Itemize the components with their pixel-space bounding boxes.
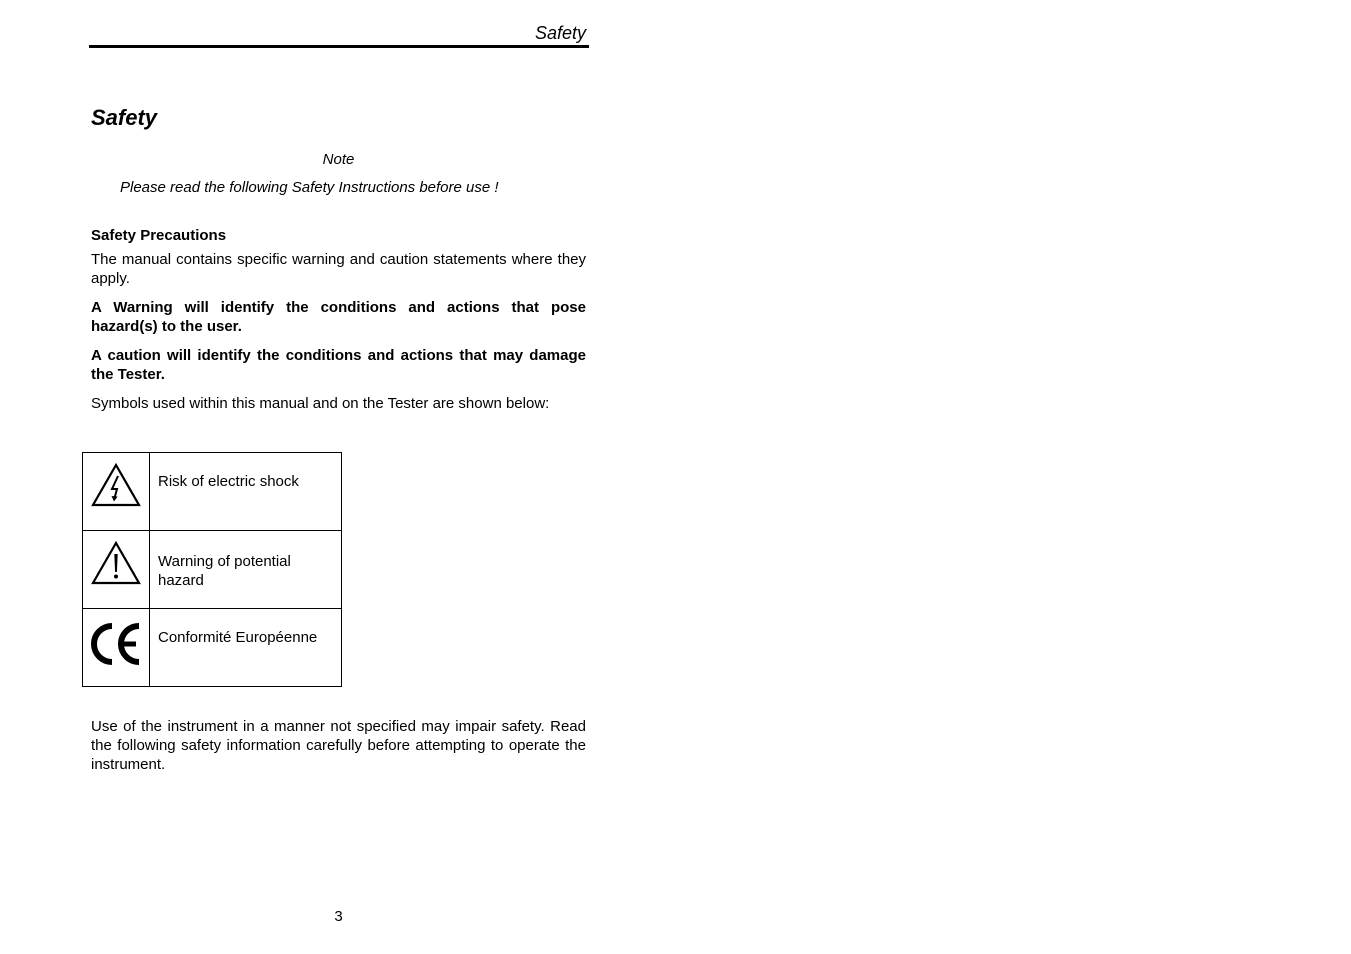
table-row bbox=[83, 531, 342, 609]
symbol-label: Risk of electric shock bbox=[150, 453, 342, 531]
note-text: Please read the following Safety Instructions before use ! bbox=[120, 179, 499, 196]
electric-shock-icon bbox=[91, 463, 141, 507]
running-header-title: Safety bbox=[534, 23, 586, 43]
symbols-intro: Symbols used within this manual and on the Tester are shown below: bbox=[91, 395, 550, 412]
ce-mark-icon bbox=[90, 620, 142, 668]
table-row bbox=[83, 609, 342, 687]
page-title: Safety bbox=[91, 105, 158, 130]
table-row bbox=[83, 453, 342, 531]
note-label: Note bbox=[322, 151, 355, 168]
precautions-intro: The manual contains specific warning and caution statements where they apply. bbox=[91, 251, 586, 287]
header-rule bbox=[89, 45, 589, 48]
caution-statement: A caution will identify the conditions and actions that may damage the Tester. bbox=[91, 347, 586, 383]
symbol-cell bbox=[83, 609, 150, 687]
symbol-label: Conformité Européenne bbox=[150, 609, 342, 687]
page-number: 3 bbox=[334, 908, 343, 925]
symbols-table bbox=[82, 452, 342, 687]
symbol-cell bbox=[83, 453, 150, 531]
warning-triangle-icon bbox=[91, 541, 141, 585]
symbol-cell bbox=[83, 531, 150, 609]
warning-statement: A Warning will identify the conditions and actions that pose hazard(s) to the user. bbox=[91, 299, 586, 335]
safety-precautions-heading: Safety Precautions bbox=[91, 227, 227, 244]
symbol-label: Warning of potential hazard bbox=[150, 531, 342, 609]
closing-text: Use of the instrument in a manner not specified may impair safety. Read the following safety information carefully before attempting to operate the instrument. bbox=[91, 718, 586, 773]
